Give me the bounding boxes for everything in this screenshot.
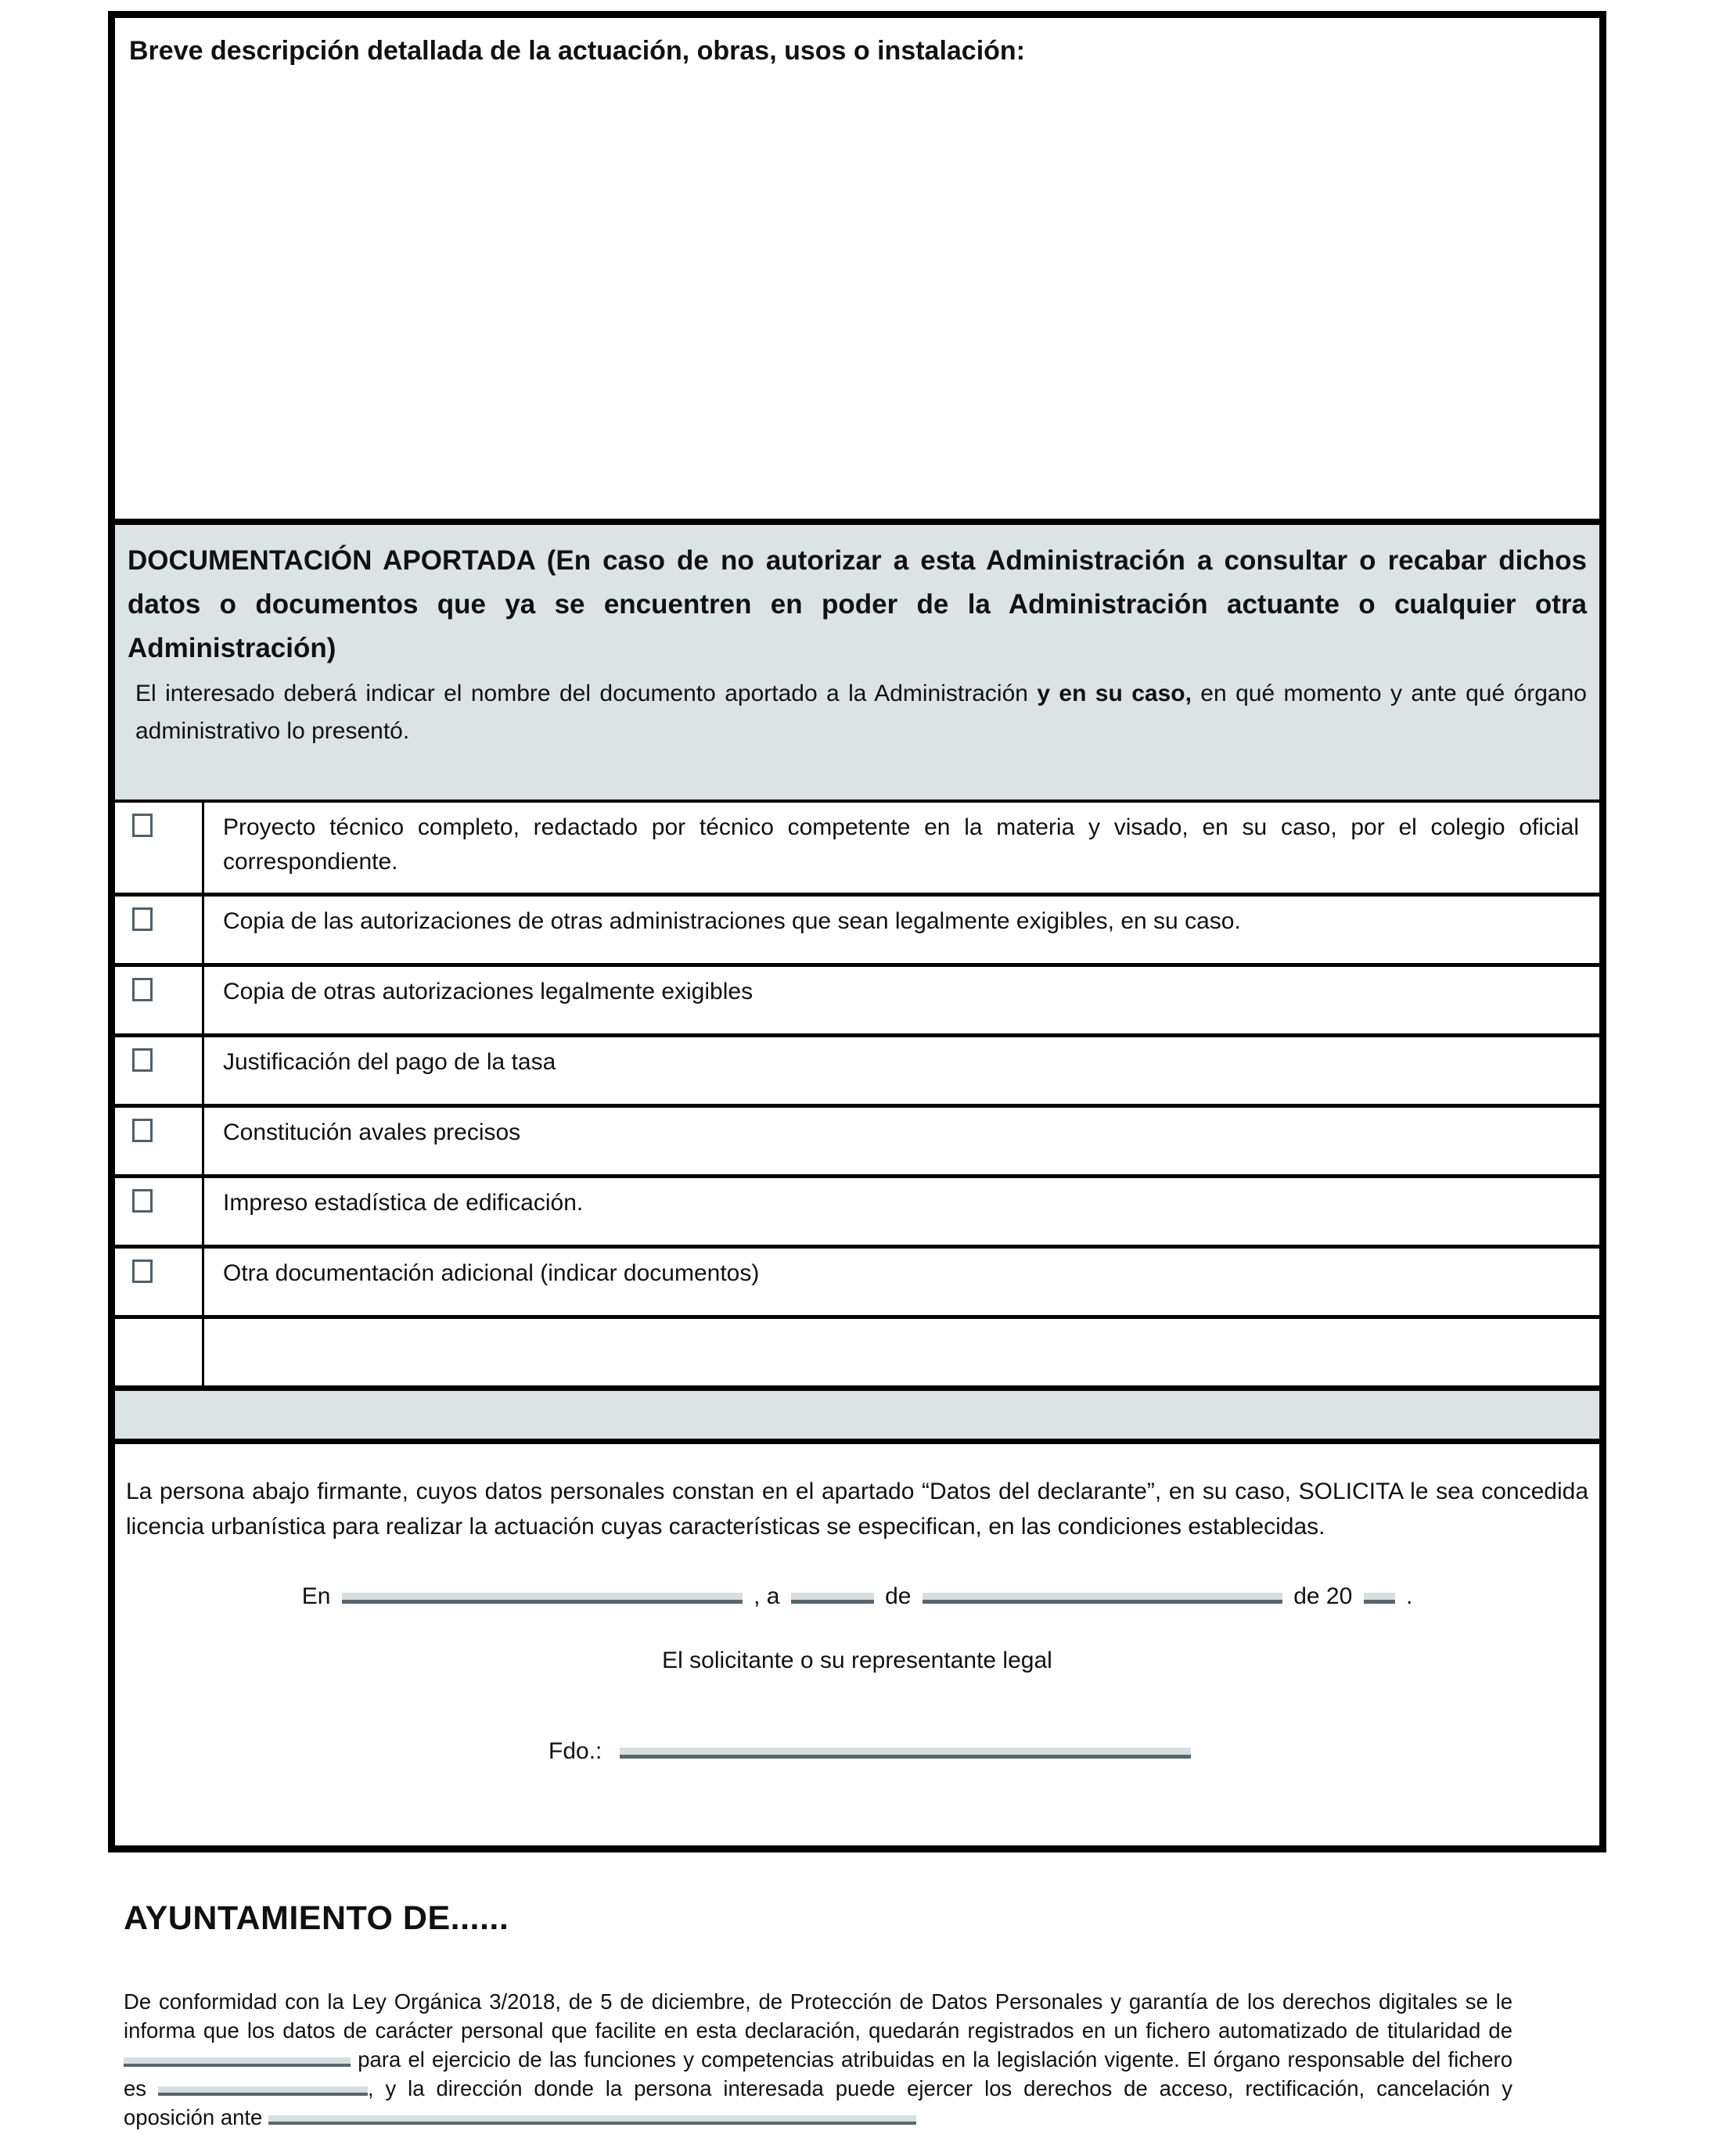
date-text-de2: de 20: [1293, 1583, 1353, 1609]
field-day[interactable]: [791, 1593, 874, 1604]
checkbox[interactable]: [132, 1119, 153, 1142]
checklist-item-label: Justificación del pago de la tasa: [223, 1049, 556, 1075]
field-year[interactable]: [1364, 1593, 1395, 1604]
date-text-en: En: [301, 1583, 331, 1609]
checklist-row: [115, 1249, 1599, 1319]
checkbox-cell: [115, 803, 204, 893]
checklist-row: [115, 1178, 1599, 1249]
checkbox-cell: [115, 1108, 204, 1174]
data-protection-notice: [124, 1987, 1512, 2132]
checkbox[interactable]: [132, 907, 153, 931]
separator-bar: [115, 1391, 1599, 1444]
field-signature[interactable]: [620, 1748, 1191, 1759]
ayuntamiento-heading: AYUNTAMIENTO DE......: [124, 1899, 509, 1937]
field-organo-responsable[interactable]: [158, 2086, 368, 2096]
checkbox[interactable]: [132, 1259, 153, 1283]
checkbox[interactable]: [132, 978, 153, 1001]
checklist-row: [115, 1037, 1599, 1108]
note-text-post: en qué momento y ante qué órgano administrativo lo presentó.: [135, 681, 1587, 744]
checklist-row: [115, 1108, 1599, 1178]
documents-checklist: [115, 803, 1599, 1391]
checkbox-cell: [115, 897, 204, 963]
request-signature-section: [115, 1444, 1599, 1845]
field-titularidad[interactable]: [124, 2057, 351, 2067]
checklist-item-label: Constitución avales precisos: [223, 1119, 521, 1145]
checklist-item-label: Copia de otras autorizaciones legalmente exigibles: [223, 979, 753, 1004]
form-table: [108, 11, 1606, 1852]
field-place[interactable]: [342, 1593, 743, 1604]
checkbox-cell: [115, 1037, 204, 1104]
checklist-row: [115, 803, 1599, 897]
legal-text-1: De conformidad con la Ley Orgánica 3/2018, de 5 de diciembre, de Protección de Datos Personales y garantía de los derechos digitales se le informa que los datos de carácter personal que facilite en esta declaración, quedarán registrados en un fichero automatizado de titularidad de: [124, 1989, 1512, 2043]
field-month[interactable]: [923, 1593, 1282, 1604]
description-input-area[interactable]: [129, 68, 1585, 490]
additional-docs-input-cell[interactable]: [204, 1319, 1599, 1385]
checkbox[interactable]: [132, 1189, 153, 1213]
description-heading: Breve descripción detallada de la actuación, obras, usos o instalación:: [129, 36, 1026, 66]
date-text-period: .: [1405, 1583, 1413, 1609]
documentacion-aportada-note: [128, 675, 1587, 750]
checklist-item-label: Impreso estadística de edificación.: [223, 1190, 584, 1216]
legal-text-3: , y la dirección donde la persona interesada puede ejercer los derechos de acceso, rectificación, cancelación y oposición ante: [124, 2076, 1512, 2129]
checkbox-cell: [115, 1319, 204, 1385]
checkbox-cell: [115, 967, 204, 1033]
checklist-empty-row: [115, 1319, 1599, 1391]
fdo-label: Fdo.:: [548, 1738, 602, 1764]
documentacion-aportada-heading: DOCUMENTACIÓN APORTADA (En caso de no autorizar a esta Administración a consultar o recabar dichos datos o documentos que ya se encuentren en poder de la Administración actuante o cualquier otra Administración): [128, 545, 1587, 663]
field-direccion-derechos[interactable]: [268, 2115, 916, 2125]
checklist-item-label: Copia de las autorizaciones de otras administraciones que sean legalmente exigibles, en su caso.: [223, 908, 1241, 934]
documentacion-aportada-section: [115, 525, 1599, 803]
checklist-row: [115, 967, 1599, 1037]
checkbox-cell: [115, 1249, 204, 1315]
note-text-pre: El interesado deberá indicar el nombre del documento aportado a la Administración: [135, 681, 1038, 706]
date-line: [126, 1583, 1588, 1610]
description-section: [115, 18, 1599, 525]
note-text-bold: y en su caso,: [1037, 681, 1192, 706]
checklist-item-label: Otra documentación adicional (indicar documentos): [223, 1260, 760, 1286]
checkbox-cell: [115, 1178, 204, 1245]
checkbox[interactable]: [132, 1048, 153, 1072]
checklist-row: [115, 897, 1599, 967]
request-paragraph: La persona abajo firmante, cuyos datos personales constan en el apartado “Datos del declarante”, en su caso, SOLICITA le sea concedida licencia urbanística para realizar la actuación cuyas características se especifican, en las condiciones establecidas.: [126, 1479, 1588, 1540]
signature-line: [126, 1738, 1588, 1765]
signer-label: El solicitante o su representante legal: [662, 1648, 1052, 1673]
checkbox[interactable]: [132, 814, 153, 837]
date-text-de1: de: [885, 1583, 912, 1609]
checklist-item-label: Proyecto técnico completo, redactado por técnico competente en la materia y visado, en su caso, por el colegio oficial correspondiente.: [223, 814, 1579, 875]
date-text-a: , a: [753, 1583, 780, 1609]
legal-text-2: para el ejercicio de las funciones y competencias atribuidas en la legislación vigente. El órgano responsable del fichero es: [124, 2047, 1512, 2100]
